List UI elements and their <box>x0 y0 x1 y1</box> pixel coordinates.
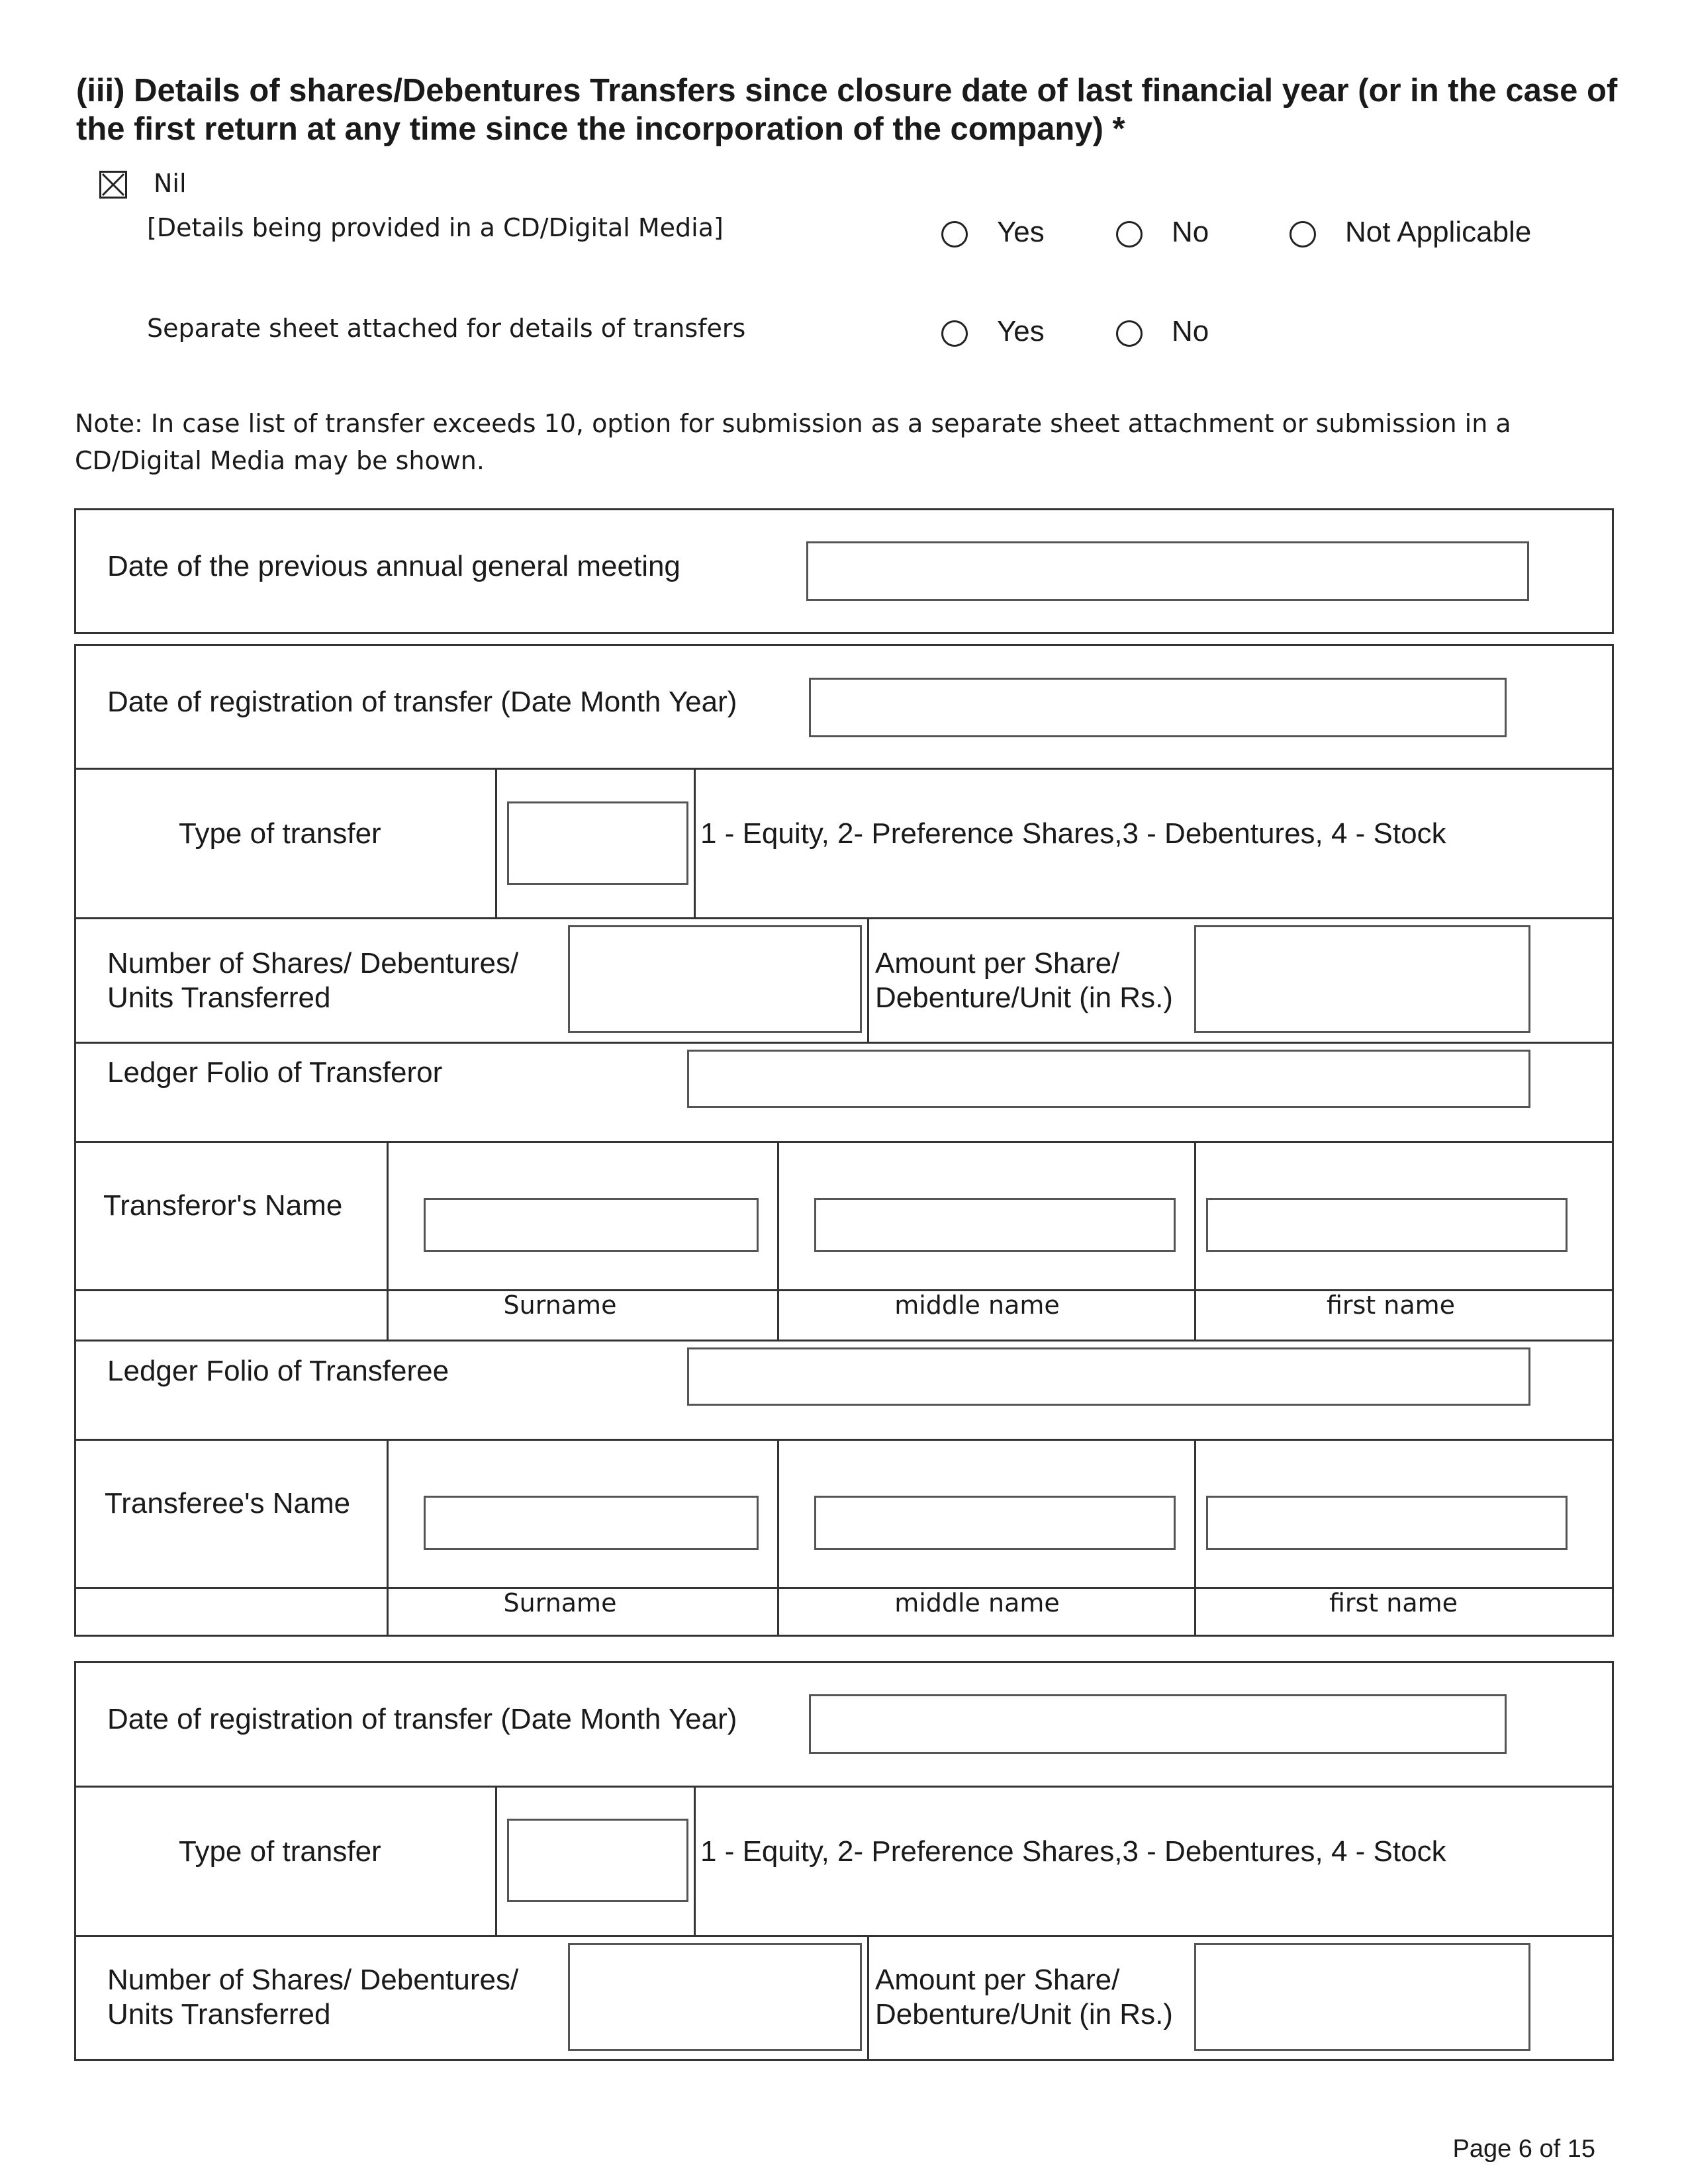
transferee-first-name-caption: first name <box>1329 1588 1458 1617</box>
separate-sheet-label: Separate sheet attached for details of transfers <box>147 314 746 343</box>
transfer-1-amt-label-2: Debenture/Unit (in Rs.) <box>875 981 1173 1014</box>
divider <box>694 768 696 917</box>
divider <box>74 1935 1614 1937</box>
section-heading: (iii) Details of shares/Debentures Transfers since closure date of last financial year (or in the case of the first return at any time since the incorporation of the company) * <box>76 73 1618 147</box>
transferee-surname-input[interactable] <box>424 1496 759 1550</box>
transfer-2-type-label: Type of transfer <box>179 1835 381 1868</box>
separate-sheet-yes-label: Yes <box>997 315 1045 347</box>
transferor-first-name-caption: first name <box>1326 1291 1456 1320</box>
cd-media-label: [Details being provided in a CD/Digital Media] <box>147 213 724 242</box>
transferor-surname-input[interactable] <box>424 1198 759 1252</box>
transferor-name-label: Transferor's Name <box>103 1189 343 1222</box>
transfer-2-num-input[interactable] <box>568 1943 862 2051</box>
note-text: Note: In case list of transfer exceeds 10, option for submission as a separate sheet attachment or submission in a CD/Digital Media may be shown. <box>75 409 1511 475</box>
transfer-2-date-input[interactable] <box>809 1694 1507 1754</box>
divider <box>74 1042 1614 1044</box>
separate-sheet-yes-radio[interactable] <box>941 320 968 347</box>
transferee-surname-caption: Surname <box>503 1588 617 1617</box>
agm-label: Date of the previous annual general meeting <box>107 550 680 582</box>
transfer-1-num-label-1: Number of Shares/ Debentures/ <box>107 947 519 979</box>
transfer-1-type-input[interactable] <box>507 801 688 885</box>
transfer-1-type-label: Type of transfer <box>179 817 381 850</box>
page-number: Page 6 of 15 <box>1452 2135 1595 2163</box>
divider <box>74 1439 1614 1441</box>
transfer-2-amt-input[interactable] <box>1194 1943 1530 2051</box>
transfer-2-num-label-2: Units Transferred <box>107 1998 331 2030</box>
nil-label: Nil <box>154 169 187 198</box>
cd-media-no-radio[interactable] <box>1116 221 1143 248</box>
transferor-first-name-input[interactable] <box>1206 1198 1568 1252</box>
transferee-folio-label: Ledger Folio of Transferee <box>107 1355 449 1387</box>
agm-date-input[interactable] <box>806 541 1529 601</box>
divider <box>74 917 1614 919</box>
transfer-1-date-input[interactable] <box>809 678 1507 737</box>
cd-media-na-radio[interactable] <box>1289 221 1316 248</box>
cd-media-yes-label: Yes <box>997 216 1045 248</box>
transfer-2-type-input[interactable] <box>507 1819 688 1902</box>
separate-sheet-no-radio[interactable] <box>1116 320 1143 347</box>
transferee-folio-input[interactable] <box>687 1347 1530 1406</box>
divider <box>867 917 869 1042</box>
divider <box>74 1340 1614 1342</box>
transfer-1-num-input[interactable] <box>568 925 862 1033</box>
separate-sheet-no-label: No <box>1172 315 1209 347</box>
transferee-name-label: Transferee's Name <box>105 1487 351 1520</box>
divider <box>867 1935 869 2060</box>
divider <box>694 1786 696 1935</box>
transfer-1-amt-input[interactable] <box>1194 925 1530 1033</box>
check-x-icon <box>101 173 125 197</box>
transferor-middle-name-input[interactable] <box>814 1198 1176 1252</box>
divider <box>74 1141 1614 1143</box>
cd-media-na-label: Not Applicable <box>1345 216 1532 248</box>
divider <box>495 1786 497 1935</box>
divider <box>495 768 497 917</box>
transfer-1-type-hint: 1 - Equity, 2- Preference Shares,3 - Debentures, 4 - Stock <box>700 817 1446 850</box>
transfer-2-amt-label-1: Amount per Share/ <box>875 1964 1120 1996</box>
transferee-middle-name-caption: middle name <box>894 1588 1060 1617</box>
transfer-2-date-label: Date of registration of transfer (Date Month Year) <box>107 1703 737 1735</box>
transfer-2-type-hint: 1 - Equity, 2- Preference Shares,3 - Debentures, 4 - Stock <box>700 1835 1446 1868</box>
transfer-2-amt-label-2: Debenture/Unit (in Rs.) <box>875 1998 1173 2030</box>
transfer-1-num-label-2: Units Transferred <box>107 981 331 1014</box>
transferee-first-name-input[interactable] <box>1206 1496 1568 1550</box>
divider <box>74 768 1614 770</box>
transfer-1-date-label: Date of registration of transfer (Date Month Year) <box>107 686 737 718</box>
transferor-folio-input[interactable] <box>687 1050 1530 1108</box>
transferor-folio-label: Ledger Folio of Transferor <box>107 1056 443 1089</box>
divider <box>74 1786 1614 1788</box>
transfer-2-num-label-1: Number of Shares/ Debentures/ <box>107 1964 519 1996</box>
transferor-surname-caption: Surname <box>503 1291 617 1320</box>
transfer-1-amt-label-1: Amount per Share/ <box>875 947 1120 979</box>
cd-media-no-label: No <box>1172 216 1209 248</box>
transferee-middle-name-input[interactable] <box>814 1496 1176 1550</box>
cd-media-yes-radio[interactable] <box>941 221 968 248</box>
nil-checkbox[interactable] <box>99 171 127 199</box>
transferor-middle-name-caption: middle name <box>894 1291 1060 1320</box>
